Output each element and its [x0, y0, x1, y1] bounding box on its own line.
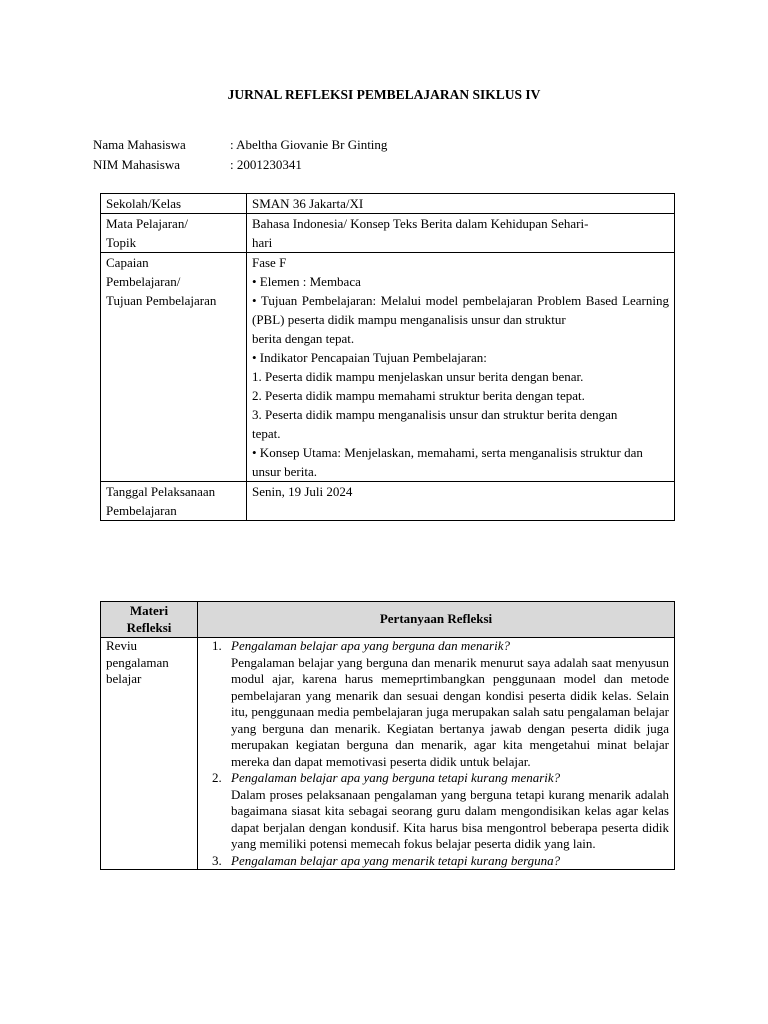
question-text: 3. Pengalaman belajar apa yang menarik tetapi kurang berguna?: [231, 852, 561, 868]
question-text: 1. Pengalaman belajar apa yang berguna dan menarik?: [231, 638, 510, 653]
student-name-row: [93, 135, 387, 155]
learning-outcomes-line: Fase F: [252, 255, 287, 270]
student-name-value: : Abeltha Giovanie Br Ginting: [230, 137, 388, 152]
learning-outcomes-label-line: Capaian: [106, 255, 149, 270]
info-row-learning-outcomes: [101, 253, 675, 482]
header-pertanyaan-refleksi: Pertanyaan Refleksi: [198, 602, 675, 638]
learning-outcomes-line: • Tujuan Pembelajaran: Melalui model pembelajaran Problem Based Learning (PBL) peserta didik mampu menganalisis unsur dan struktur: [252, 293, 669, 327]
learning-outcomes-line: • Indikator Pencapaian Tujuan Pembelajaran:: [252, 350, 487, 365]
header-line: Refleksi: [126, 619, 172, 635]
school-value: SMAN 36 Jakarta/XI: [247, 194, 675, 214]
question-item: [225, 770, 669, 853]
student-nim-value: : 2001230341: [230, 157, 302, 172]
student-name-label: Nama Mahasiswa: [93, 137, 186, 152]
question-item: [225, 853, 669, 870]
date-label-line: Tanggal Pelaksanaan: [106, 484, 216, 499]
subject-label: [101, 214, 247, 253]
reflection-row-label-line: pengalaman: [106, 654, 169, 670]
reflection-header-row: [101, 602, 675, 638]
date-label: [101, 482, 247, 521]
reflection-row-label-line: belajar: [106, 671, 142, 686]
reflection-row-label: [101, 638, 198, 870]
learning-outcomes-line: unsur berita.: [252, 464, 317, 479]
subject-value-line: Bahasa Indonesia/ Konsep Teks Berita dalam Kehidupan Sehari-: [252, 216, 589, 231]
reflection-row: [101, 638, 675, 870]
learning-outcomes-line: 2. Peserta didik mampu memahami struktur berita dengan tepat.: [252, 388, 585, 403]
page-title: JURNAL REFLEKSI PEMBELAJARAN SIKLUS IV: [227, 87, 541, 102]
info-row-school: [101, 194, 675, 214]
learning-outcomes-line: • Elemen : Membaca: [252, 274, 361, 289]
question-text: 2. Pengalaman belajar apa yang berguna tetapi kurang menarik?: [231, 770, 561, 785]
question-list: [203, 638, 669, 869]
learning-outcomes-line: tepat.: [252, 426, 281, 441]
info-row-date: [101, 482, 675, 521]
reflection-table: [100, 601, 675, 870]
learning-outcomes-line: berita dengan tepat.: [252, 331, 355, 346]
student-nim-label: NIM Mahasiswa: [93, 157, 181, 172]
answer-text: Dalam proses pelaksanaan pengalaman yang berguna tetapi kurang menarik adalah bagaimana siasat kita sebagai seorang guru dalam mengondisikan kelas agar kelas dapat berjalan dengan kondusif. Kita harus bisa mengontrol beberapa peserta didik yang memiliki potensi memecah fokus belajar peserta didik yang lain.: [231, 786, 669, 851]
subject-label-line: Mata Pelajaran/: [106, 216, 188, 231]
info-table: [100, 193, 675, 521]
learning-outcomes-label: [101, 253, 247, 482]
learning-outcomes-label-line: Pembelajaran/: [106, 274, 181, 289]
header-materi-refleksi: [101, 602, 198, 638]
subject-value-line: hari: [252, 235, 273, 250]
info-row-subject: [101, 214, 675, 253]
subject-label-line: Topik: [106, 235, 137, 250]
learning-outcomes-value: [247, 253, 675, 482]
learning-outcomes-label-line: Tujuan Pembelajaran: [106, 293, 217, 308]
student-nim-row: [93, 155, 302, 175]
date-label-line: Pembelajaran: [106, 503, 177, 518]
school-label: Sekolah/Kelas: [101, 194, 247, 214]
reflection-questions-cell: [198, 638, 675, 870]
learning-outcomes-line: 3. Peserta didik mampu menganalisis unsur dan struktur berita dengan: [252, 407, 618, 422]
learning-outcomes-line: 1. Peserta didik mampu menjelaskan unsur berita dengan benar.: [252, 369, 584, 384]
reflection-row-label-line: Reviu: [106, 638, 138, 653]
answer-text: Pengalaman belajar yang berguna dan menarik menurut saya adalah saat menyusun modul ajar, karena harus memeprtimbangkan penggunaan model dan metode pembelajaran yang menarik dan sesuai dengan kondisi peserta didik kelas. Selain itu, penggunaan media pembelajaran juga merupakan salah satu pengalaman belajar yang berguna dan menarik. Kegiatan bertanya jawab dengan peserta didik juga merupakan kegiatan berguna dan menarik, agar kita mengetahui minat belajar mereka dan dapat memotivasi peserta didik untuk belajar.: [231, 654, 669, 769]
date-value: Senin, 19 Juli 2024: [247, 482, 675, 521]
question-item: [225, 638, 669, 770]
subject-value: [247, 214, 675, 253]
header-line: Materi: [129, 603, 169, 618]
learning-outcomes-line: • Konsep Utama: Menjelaskan, memahami, serta menganalisis struktur dan: [252, 445, 643, 460]
